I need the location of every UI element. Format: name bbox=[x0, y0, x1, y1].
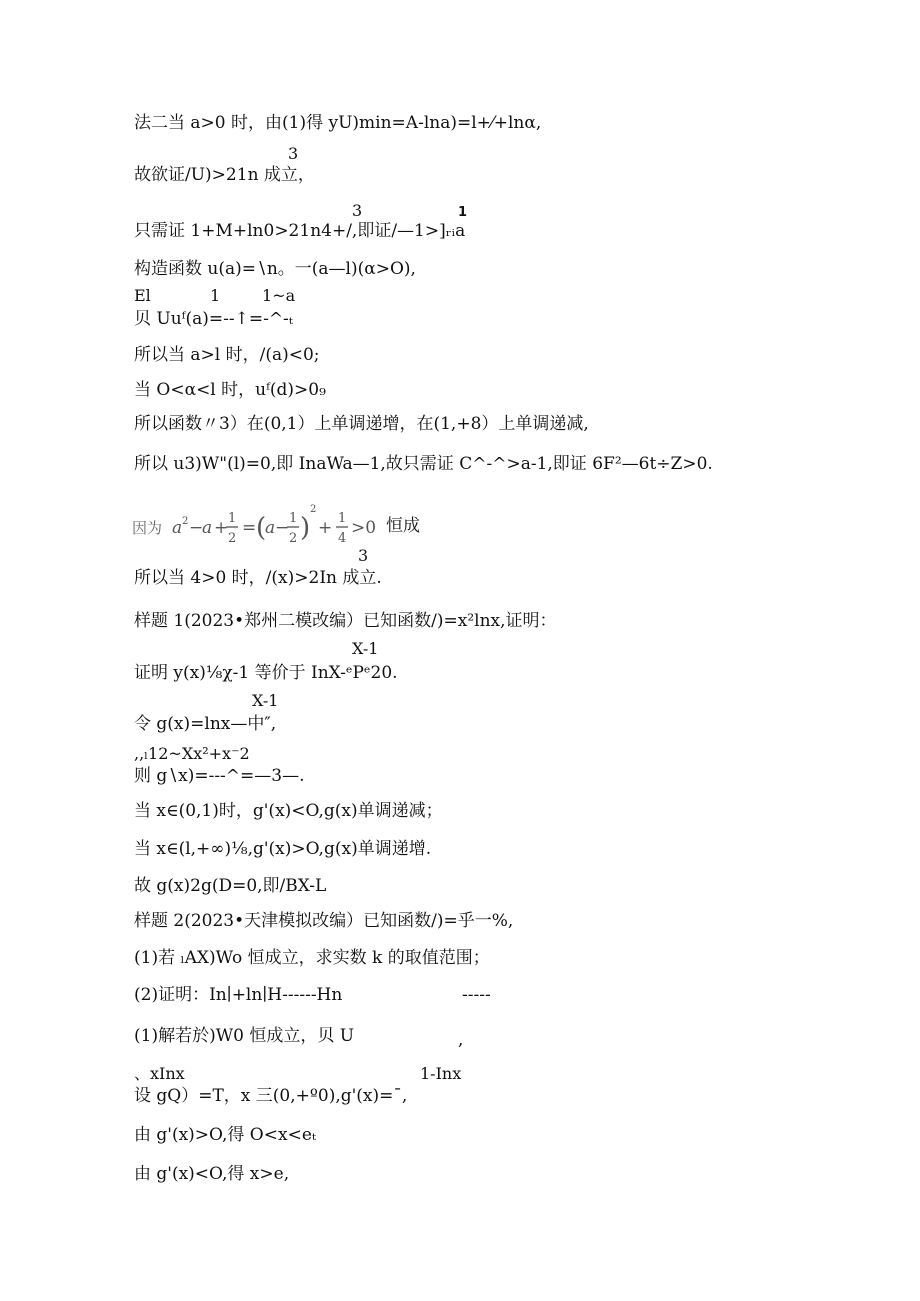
text-line-9: 所以 u3)W"(l)=0,即 InaWa—1,故只需证 C^-^>a-1,即证 6F²—6t÷Z>0. bbox=[134, 454, 713, 474]
text-line-17: 故 g(x)2g(D=0,即/BX-L bbox=[134, 876, 327, 896]
text-line-7: 当 O<α<l 时，uᶠ(d)>0₉ bbox=[134, 380, 326, 400]
formula-image bbox=[132, 500, 340, 552]
text-line-4: 构造函数 u(a)=∖n。一(a—l)(α>O), bbox=[134, 259, 416, 279]
formula-den2b: 2 bbox=[289, 531, 298, 546]
text-line-8: 所以函数〃3）在(0,1）上单调递增，在(1,+8）上单调递减, bbox=[134, 414, 589, 434]
formula-plus: + bbox=[214, 518, 229, 538]
superscript-3: 3 bbox=[288, 144, 299, 163]
formula-a: a bbox=[202, 518, 213, 538]
fraction-top-x1b: X-1 bbox=[252, 691, 279, 710]
text-line-2: 故欲证/U)>21n 成立， bbox=[134, 165, 315, 185]
formula-svg bbox=[132, 500, 340, 552]
text-line-1: 法二当 a>0 时，由(1)得 yU)min=A-lna)=l+⁄+lnα, bbox=[134, 113, 542, 133]
text-line-20: (2)证明：In∣+ln∣H------Hn bbox=[134, 985, 343, 1005]
superscript-3: 3 bbox=[358, 546, 369, 565]
text-line-24: 由 g'(x)<O,得 x>e, bbox=[134, 1164, 290, 1184]
formula-num1c: 1 bbox=[338, 511, 347, 526]
formula-eq: = bbox=[242, 518, 257, 538]
fraction-top-el: El bbox=[134, 286, 151, 305]
fraction-top-1a: 1~a bbox=[262, 286, 296, 305]
formula-num1b: 1 bbox=[289, 511, 298, 526]
formula-num1: 1 bbox=[228, 511, 237, 526]
text-line-16: 当 x∈(l,+∞)⅛,g'(x)>O,g(x)单调递增. bbox=[134, 839, 432, 859]
text-line-19: (1)若 ₗAX)Wo 恒成立，求实数 k 的取值范围； bbox=[134, 948, 490, 968]
formula-gt: >0 bbox=[351, 518, 377, 538]
fraction-top-x1: X-1 bbox=[352, 639, 379, 658]
formula-a2: a bbox=[172, 518, 183, 538]
formula-exp2b: 2 bbox=[310, 504, 317, 515]
formula-rparen: ) bbox=[300, 513, 311, 543]
superscript-3: 3 bbox=[352, 201, 363, 220]
formula-svg-tail bbox=[336, 500, 382, 552]
formula-minus2: − bbox=[275, 518, 290, 538]
text-line-21: (1)解若於)W0 恒成立，贝 U bbox=[134, 1026, 355, 1046]
text-line-10: 所以当 4>0 时，/(x)>2In 成立. bbox=[134, 568, 382, 588]
superscript-1: 1 bbox=[458, 205, 468, 220]
text-line-23: 由 g'(x)>O,得 O<x<eₜ bbox=[134, 1125, 317, 1145]
text-line-13: 令 g(x)=lnx—中″, bbox=[134, 714, 277, 734]
formula-minus: − bbox=[189, 518, 204, 538]
text-line-22: 设 gQ）=T，x 三(0,+º0),g'(x)=ˉ, bbox=[134, 1086, 408, 1106]
text-line-5: 贝 Uuᶠ(a)=--↑=-^-ₜ bbox=[134, 309, 293, 329]
formula-exp2: 2 bbox=[182, 516, 189, 527]
fraction-top-1: 1 bbox=[210, 286, 221, 305]
text-line-18: 样题 2(2023•天津模拟改编）已知函数/)=乎一%, bbox=[134, 911, 514, 931]
formula-suffix: 恒成 bbox=[386, 516, 420, 536]
fraction-top-expr: ,,ₗ12~Xx²+x⁻2 bbox=[134, 744, 250, 763]
formula-prefix: 因为 bbox=[132, 519, 163, 537]
fraction-top-1lnx: 1-Inx bbox=[420, 1064, 462, 1083]
text-line-15: 当 x∈(0,1)时，g'(x)<O,g(x)单调递减； bbox=[134, 801, 443, 821]
text-line-6: 所以当 a>l 时，/(a)<0; bbox=[134, 345, 320, 365]
formula-den4: 4 bbox=[338, 531, 347, 546]
formula-a3: a bbox=[265, 518, 276, 538]
formula-den2: 2 bbox=[228, 531, 237, 546]
text-line-12: 证明 y(x)⅛χ-1 等价于 InX-ᵉPᵉ20. bbox=[134, 663, 398, 683]
text-line-14: 则 g∖x)=---^=—3—. bbox=[134, 766, 305, 786]
formula-lparen: ( bbox=[256, 513, 267, 543]
text-line-3: 只需证 1+M+ln0>21n4+/,即证/—1>]ᵣᵢa bbox=[134, 221, 466, 241]
text-line-21-tail: , bbox=[458, 1030, 464, 1050]
fraction-top-xlnx: 、xInx bbox=[134, 1064, 185, 1083]
text-line-11: 样题 1(2023•郑州二模改编）已知函数/)=x²lnx,证明： bbox=[134, 611, 557, 631]
formula-plus2: + bbox=[318, 518, 333, 538]
text-line-20-tail: ----- bbox=[462, 985, 491, 1005]
